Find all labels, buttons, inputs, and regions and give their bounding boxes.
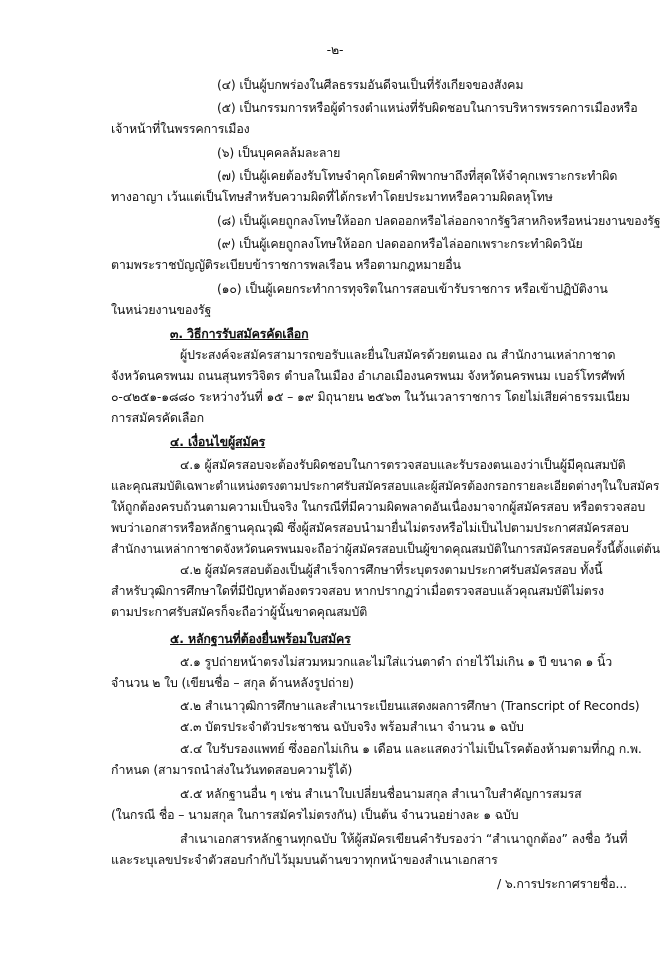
qualification-item-7-cont: ทางอาญา เว้นแต่เป็นโทษสำหรับความผิดที่ได้กระทำโดยประมาทหรือความผิดลหุโทษ (111, 189, 553, 204)
section-5-4-line-2: กำหนด (สามารถนำส่งในวันทดสอบความรู้ได้) (111, 762, 353, 777)
section-4-2-line-3: ตามประกาศรับสมัครก็จะถือว่าผู้นั้นขาดคุณสมบัติ (111, 604, 368, 619)
qualification-item-4: (๔) เป็นผู้บกพร่องในศีลธรรมอันดีจนเป็นที่รังเกียจของสังคม (217, 77, 524, 92)
section-5-5-line-2: (ในกรณี ชื่อ – นามสกุล ในการสมัครไม่ตรงกัน) เป็นต้น จำนวนอย่างละ ๑ ฉบับ (111, 807, 519, 822)
section-3-para-line-3: ๐-๔๒๕๑-๑๘๘๐ ระหว่างวันที่ ๑๕ – ๑๙ มิถุนายน ๒๕๖๓ ในวันเวลาราชการ โดยไม่เสียค่าธรรมเนียม (111, 389, 630, 404)
section-4-heading: ๔. เงื่อนไขผู้สมัคร (170, 434, 266, 449)
section-5-heading: ๕. หลักฐานที่ต้องยื่นพร้อมใบสมัคร (170, 631, 351, 646)
qualification-item-10: (๑๐) เป็นผู้เคยกระทำการทุจริตในการสอบเข้ารับราชการ หรือเข้าปฏิบัติงาน (217, 281, 608, 296)
qualification-item-7: (๗) เป็นผู้เคยต้องรับโทษจำคุกโดยคำพิพากษาถึงที่สุดให้จำคุกเพราะกระทำผิด (217, 168, 618, 183)
page-number: -๒- (326, 42, 344, 57)
section-5-1-line-2: จำนวน ๒ ใบ (เขียนชื่อ – สกุล ด้านหลังรูปถ่าย) (111, 675, 354, 690)
qualification-item-9-cont: ตามพระราชบัญญัติระเบียบข้าราชการพลเรือน หรือตามกฎหมายอื่น (111, 257, 461, 272)
section-5-4-line-1: ๕.๔ ใบรับรองแพทย์ ซึ่งออกไม่เกิน ๑ เดือน และแสดงว่าไม่เป็นโรคต้องห้ามตามที่กฎ ก.พ. (180, 741, 642, 756)
section-3-para-line-1: ผู้ประสงค์จะสมัครสามารถขอรับและยื่นใบสมัครด้วยตนเอง ณ สำนักงานเหล่ากาชาด (180, 347, 616, 362)
section-5-note-line-1: สำเนาเอกสารหลักฐานทุกฉบับ ให้ผู้สมัครเขียนคำรับรองว่า “สำเนาถูกต้อง” ลงชื่อ วันที่ (180, 831, 628, 846)
section-5-note-line-2: และระบุเลขประจำตัวสอบกำกับไว้มุมบนด้านขวาทุกหน้าของสำเนาเอกสาร (111, 852, 498, 867)
section-4-1-line-5: สำนักงานเหล่ากาชาดจังหวัดนครพนมจะถือว่าผู้สมัครสอบเป็นผู้ขาดคุณสมบัติในการสมัครสอบครั้งนี้ตั้งแต่ต้น (111, 542, 660, 556)
section-4-2-line-2: สำหรับวุฒิการศึกษาใดที่มีปัญหาต้องตรวจสอบ หากปรากฏว่าเมื่อตรวจสอบแล้วคุณสมบัติไม่ตรง (111, 583, 604, 598)
section-4-1-line-1: ๔.๑ ผู้สมัครสอบจะต้องรับผิดชอบในการตรวจสอบและรับรองตนเองว่าเป็นผู้มีคุณสมบัติ (180, 457, 626, 472)
section-3-heading: ๓. วิธีการรับสมัครคัดเลือก (170, 326, 309, 341)
section-3-para-line-4: การสมัครคัดเลือก (111, 410, 204, 425)
continuation-marker: / ๖.การประกาศรายชื่อ... (497, 876, 627, 891)
qualification-item-5: (๕) เป็นกรรมการหรือผู้ดำรงตำแหน่งที่รับผิดชอบในการบริหารพรรคการเมืองหรือ (217, 100, 638, 115)
section-5-3: ๕.๓ บัตรประจำตัวประชาชน ฉบับจริง พร้อมสำเนา จำนวน ๑ ฉบับ (180, 719, 524, 734)
qualification-item-6: (๖) เป็นบุคคลล้มละลาย (217, 145, 341, 160)
section-4-1-line-4: พบว่าเอกสารหรือหลักฐานคุณวุฒิ ซึ่งผู้สมัครสอบนำมายื่นไม่ตรงหรือไม่เป็นไปตามประกาศสมัครสอบ (111, 520, 629, 535)
section-5-2: ๕.๒ สำเนาวุฒิการศึกษาและสำเนาระเบียนแสดงผลการศึกษา (Transcript of Reconds) (180, 698, 640, 713)
section-5-5-line-1: ๕.๕ หลักฐานอื่น ๆ เช่น สำเนาใบเปลี่ยนชื่อนามสกุล สำเนาใบสำคัญการสมรส (180, 786, 582, 801)
qualification-item-9: (๙) เป็นผู้เคยถูกลงโทษให้ออก ปลดออกหรือไล่ออกเพราะกระทำผิดวินัย (217, 236, 583, 251)
section-5-1-line-1: ๕.๑ รูปถ่ายหน้าตรงไม่สวมหมวกและไม่ใส่แว่นตาดำ ถ่ายไว้ไม่เกิน ๑ ปี ขนาด ๑ นิ้ว (180, 654, 613, 669)
section-4-1-line-2: และคุณสมบัติเฉพาะตำแหน่งตรงตามประกาศรับสมัครสอบและผู้สมัครต้องกรอกรายละเอียดต่างๆในใบสมัคร (111, 479, 660, 493)
section-3-para-line-2: จังหวัดนครพนม ถนนสุนทรวิจิตร ตำบลในเมือง อำเภอเมืองนครพนม จังหวัดนครพนม เบอร์โทรศัพท์ (111, 368, 625, 383)
section-4-1-line-3: ให้ถูกต้องครบถ้วนตามความเป็นจริง ในกรณีที่มีความผิดพลาดอันเนื่องมาจากผู้สมัครสอบ หรือตรวจสอบ (111, 499, 646, 514)
section-4-2-line-1: ๔.๒ ผู้สมัครสอบต้องเป็นผู้สำเร็จการศึกษาที่ระบุตรงตามประกาศรับสมัครสอบ ทั้งนี้ (180, 562, 603, 577)
qualification-item-8: (๘) เป็นผู้เคยถูกลงโทษให้ออก ปลดออกหรือไล่ออกจากรัฐวิสาหกิจหรือหน่วยงานของรัฐ (217, 214, 661, 228)
qualification-item-5-cont: เจ้าหน้าที่ในพรรคการเมือง (111, 121, 250, 136)
qualification-item-10-cont: ในหน่วยงานของรัฐ (111, 302, 212, 317)
